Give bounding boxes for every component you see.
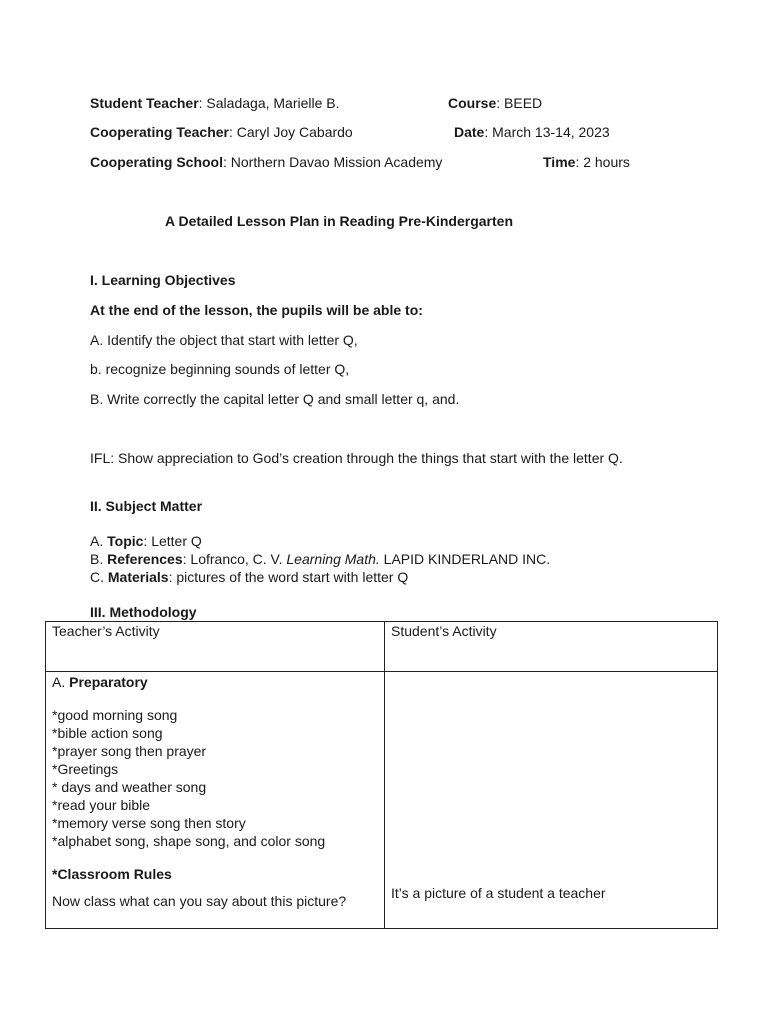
date-line (454, 123, 610, 141)
document-title: A Detailed Lesson Plan in Reading Pre-Kindergarten (165, 213, 513, 229)
list-item: *alphabet song, shape song, and color song (52, 833, 326, 849)
list-item: * days and weather song (52, 779, 207, 795)
student-activity-header: Student’s Activity (385, 622, 718, 672)
date-value: : March 13-14, 2023 (484, 124, 610, 140)
student-activity-cell (385, 672, 718, 929)
teacher-activity-cell (46, 672, 385, 929)
classroom-rules-heading: *Classroom Rules (52, 866, 172, 882)
course-value: : BEED (496, 95, 543, 111)
materials-value: : pictures of the word start with letter Q (168, 569, 409, 585)
student-teacher-value: : Saladaga, Marielle B. (198, 95, 340, 111)
references-line: B. References: Lofranco, C. V. Learning Math. LAPID KINDERLAND INC. (90, 551, 551, 567)
materials-line: C. Materials: pictures of the word start with letter Q (90, 569, 409, 585)
cooperating-teacher-value: : Caryl Joy Cabardo (229, 124, 353, 140)
teacher-activity-header: Teacher’s Activity (46, 622, 385, 672)
course-label: Course (448, 95, 497, 111)
list-item: *read your bible (52, 797, 151, 813)
time-value: : 2 hours (575, 154, 630, 170)
topic-line: A. Topic: Letter Q (90, 533, 202, 549)
cooperating-school-line (90, 153, 442, 171)
reference-book-title: Learning Math. (286, 551, 380, 567)
student-teacher-line (90, 94, 340, 112)
subject-matter-heading: II. Subject Matter (90, 498, 203, 514)
time-label: Time (543, 154, 576, 170)
topic-label: Topic (107, 533, 144, 549)
objective-item: A. Identify the object that start with letter Q, (90, 332, 358, 348)
cooperating-school-value: : Northern Davao Mission Academy (223, 154, 443, 170)
list-item: *Greetings (52, 761, 119, 777)
table-header-row (46, 622, 718, 672)
cooperating-teacher-line (90, 123, 353, 141)
methodology-heading: III. Methodology (90, 604, 197, 620)
preparatory-heading: A. Preparatory (52, 674, 148, 690)
list-item: *prayer song then prayer (52, 743, 207, 759)
objective-item: b. recognize beginning sounds of letter Q, (90, 361, 350, 377)
teacher-question: Now class what can you say about this picture? (52, 893, 347, 909)
table-row (46, 672, 718, 929)
time-line (543, 153, 630, 171)
date-label: Date (454, 124, 485, 140)
list-item: *bible action song (52, 725, 163, 741)
references-label: References (107, 551, 183, 567)
student-answer: It’s a picture of a student a teacher (391, 885, 606, 901)
topic-value: : Letter Q (143, 533, 202, 549)
cooperating-teacher-label: Cooperating Teacher (90, 124, 229, 140)
list-item: *memory verse song then story (52, 815, 246, 831)
objectives-heading: I. Learning Objectives (90, 272, 236, 288)
objectives-intro: At the end of the lesson, the pupils will be able to: (90, 302, 423, 318)
ifl-statement: IFL: Show appreciation to God’s creation through the things that start with the letter Q. (90, 450, 623, 466)
cooperating-school-label: Cooperating School (90, 154, 223, 170)
course-line (448, 94, 542, 112)
objective-item: B. Write correctly the capital letter Q and small letter q, and. (90, 391, 460, 407)
song-list (52, 706, 378, 850)
list-item: *good morning song (52, 707, 178, 723)
methodology-table (45, 621, 718, 929)
materials-label: Materials (107, 569, 169, 585)
student-teacher-label: Student Teacher (90, 95, 199, 111)
